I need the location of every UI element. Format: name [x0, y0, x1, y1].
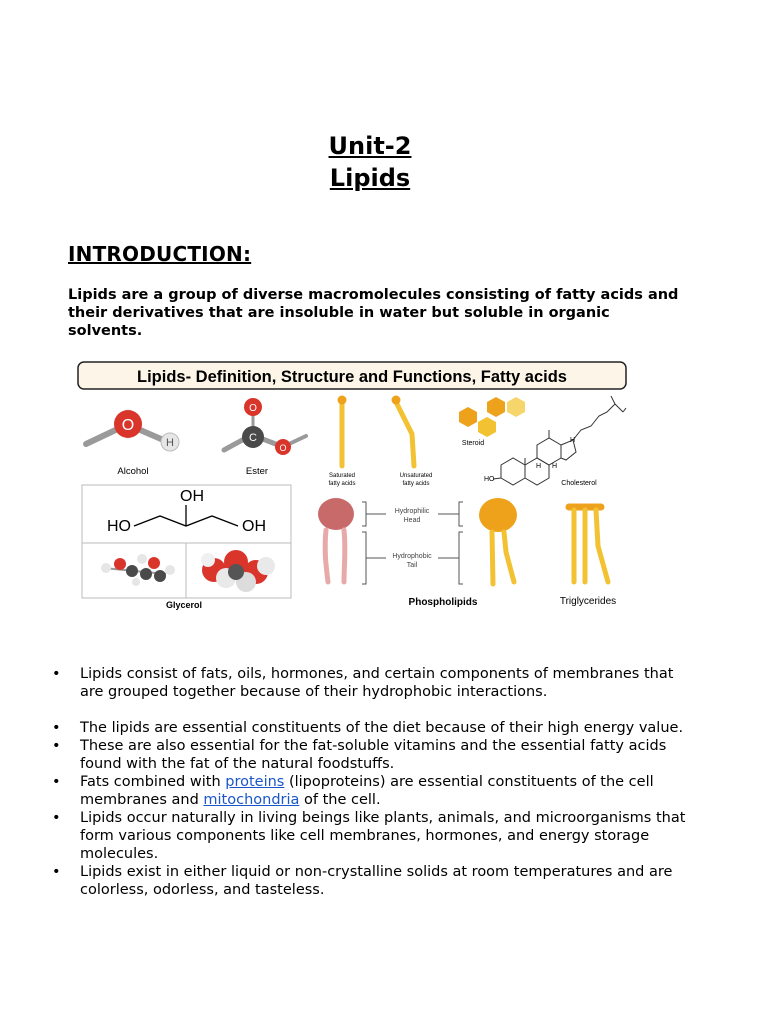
glycerol-ho-left: HO: [107, 518, 131, 535]
lipids-figure: [76, 360, 632, 618]
list-item: • The lipids are essential constituents of the diet because of their high energy value.: [52, 720, 684, 736]
introduction-paragraph: Lipids are a group of diverse macromolecules consisting of fatty acids and their derivatives that are insoluble in water but soluble in organic solvents.: [68, 287, 679, 339]
saturated-fatty-acid: [338, 396, 347, 467]
svg-text:H: H: [570, 437, 576, 444]
unsaturated-fatty-acid: [392, 396, 415, 467]
svg-text:C: C: [249, 432, 257, 444]
proteins-link[interactable]: proteins: [225, 774, 285, 790]
hydrophobic-label: Hydrophobic Tail: [392, 553, 432, 569]
phospholipid-red: [318, 498, 354, 582]
svg-text:H: H: [536, 463, 542, 470]
saturated-label: Saturated fatty acids: [328, 473, 356, 487]
svg-text:O: O: [249, 403, 257, 414]
glycerol-label: Glycerol: [165, 600, 203, 610]
ester-molecule: [224, 398, 306, 455]
alcohol-label: Alcohol: [117, 466, 149, 477]
svg-text:HO: HO: [484, 476, 495, 483]
glycerol-box: [82, 485, 291, 598]
steroid-hexagons: [459, 397, 525, 437]
lipid-facts-list: [52, 665, 692, 899]
list-item: • Lipids consist of fats, oils, hormones, and certain components of membranes that are grouped together because of their hydrophobic interactions.: [52, 666, 674, 700]
unit-title: Unit-2: [328, 132, 412, 160]
topic-title: Lipids: [329, 164, 411, 192]
steroid-label: Steroid: [461, 440, 485, 447]
phospholipid-orange: [479, 498, 517, 584]
mitochondria-link[interactable]: mitochondria: [203, 792, 300, 808]
svg-text:O: O: [121, 417, 135, 434]
svg-text:H: H: [166, 437, 174, 449]
phospholipids-label: Phospholipids: [408, 597, 478, 608]
figure-banner-text: Lipids- Definition, Structure and Functions, Fatty acids: [137, 368, 567, 386]
svg-text:O: O: [279, 443, 287, 453]
triglyceride: [569, 507, 608, 582]
glycerol-oh-top: OH: [180, 488, 204, 505]
unsaturated-label: Unsaturated fatty acids: [399, 473, 433, 487]
glycerol-oh-right: OH: [242, 518, 266, 535]
title-block: [0, 130, 740, 194]
list-item: • These are also essential for the fat-soluble vitamins and the essential fatty acids found with the fat of the natural foodstuffs.: [52, 738, 667, 772]
svg-text:H: H: [552, 463, 558, 470]
triglycerides-label: Triglycerides: [559, 596, 617, 607]
list-item: • Lipids occur naturally in living beings like plants, animals, and microorganisms that form various components like cell membranes, hormones, and energy storage molecules.: [52, 810, 686, 862]
list-item: • Fats combined with proteins (lipoproteins) are essential constituents of the cell membranes and mitochondria of the cell.: [52, 774, 654, 808]
list-item: • Lipids exist in either liquid or non-crystalline solids at room temperatures and are colorless, odorless, and tasteless.: [52, 864, 673, 898]
hydrophilic-label: Hydrophilic Head: [394, 508, 430, 524]
cholesterol-label: Cholesterol: [561, 480, 597, 487]
ester-label: Ester: [245, 466, 269, 477]
alcohol-molecule: [86, 410, 179, 451]
introduction-heading: INTRODUCTION:: [68, 242, 252, 266]
